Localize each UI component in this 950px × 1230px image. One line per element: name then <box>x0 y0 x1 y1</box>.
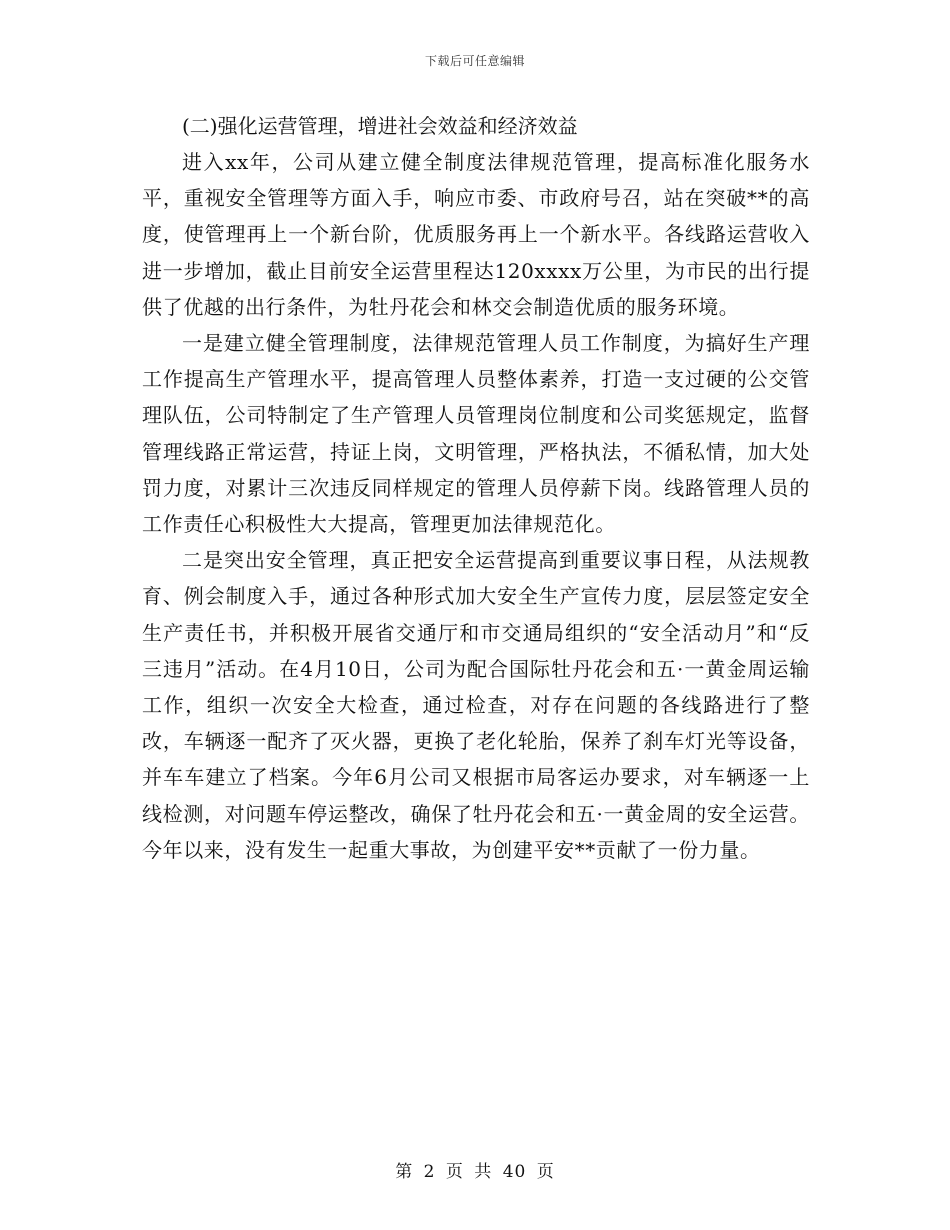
document-body <box>142 108 810 868</box>
paragraph-management-system: 一是建立健全管理制度，法律规范管理人员工作制度，为搞好生产理工作提高生产管理水平，提高管理人员整体素养，打造一支过硬的公交管理队伍，公司特制定了生产管理人员管理岗位制度和公司奖惩规定，监督管理线路正常运营，持证上岗，文明管理，严格执法，不循私情，加大处罚力度，对累计三次违反同样规定的管理人员停薪下岗。线路管理人员的工作责任心积极性大大提高，管理更加法律规范化。 <box>142 331 810 537</box>
page-number-footer: 第 2 页 共 40 页 <box>395 1162 555 1182</box>
paragraph-safety-management: 二是突出安全管理，真正把安全运营提高到重要议事日程，从法规教育、例会制度入手，通过各种形式加大安全生产宣传力度，层层签定安全生产责任书，并积极开展省交通厅和市交通局组织的“安全活动月”和“反三违月”活动。在4月10日，公司为配合国际牡丹花会和五·一黄金周运输工作，组织一次安全大检查，通过检查，对存在问题的各线路进行了整改，车辆逐一配齐了灭火器，更换了老化轮胎，保养了刹车灯光等设备，并车车建立了档案。今年6月公司又根据市局客运办要求，对车辆逐一上线检测，对问题车停运整改，确保了牡丹花会和五·一黄金周的安全运营。今年以来，没有发生一起重大事故，为创建平安**贡献了一份力量。 <box>142 548 810 862</box>
section-heading: (二)强化运营管理，增进社会效益和经济效益 <box>182 114 578 138</box>
page-header: 下载后可任意编辑 <box>424 54 525 68</box>
paragraph-intro: 进入xx年，公司从建立健全制度法律规范管理，提高标准化服务水平，重视安全管理等方面入手，响应市委、市政府号召，站在突破**的高度，使管理再上一个新台阶，优质服务再上一个新水平。各线路运营收入进一步增加，截止目前安全运营里程达120xxxx万公里，为市民的出行提供了优越的出行条件，为牡丹花会和林交会制造优质的服务环境。 <box>142 150 810 319</box>
